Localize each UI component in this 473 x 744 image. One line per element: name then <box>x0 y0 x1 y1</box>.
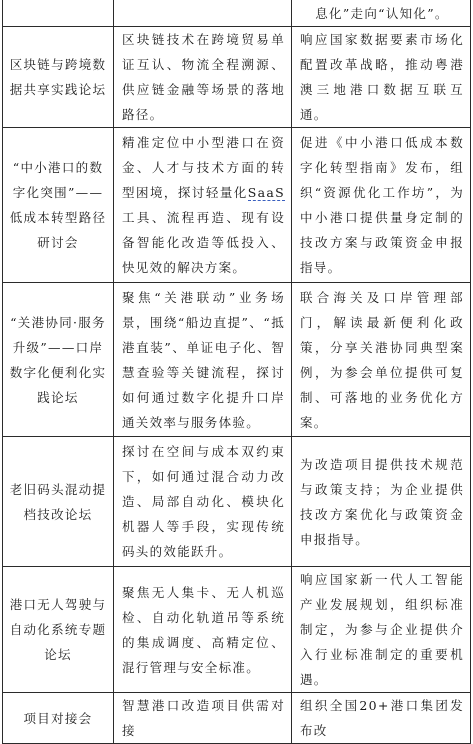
result-text: 组织全国20+港口集团发布改 <box>300 698 464 738</box>
table-row <box>3 27 471 128</box>
content-text: 智慧港口改造项目供需对接 <box>122 698 285 738</box>
content-cell <box>114 567 292 693</box>
topic-cell <box>3 567 114 693</box>
saas-term: SaaS <box>247 185 285 200</box>
topic-text: 区块链与跨境数据共享实践论坛 <box>9 57 107 97</box>
topic-cell <box>3 0 114 27</box>
content-cell <box>114 27 292 128</box>
result-text: 响应国家新一代人工智能产业发展规划，组织标准制定，为参与企业提供介入行业标准制定的重要机遇。 <box>300 572 464 687</box>
result-cell <box>292 0 471 27</box>
result-cell <box>292 283 471 437</box>
content-cell <box>114 283 292 437</box>
content-cell <box>114 0 292 27</box>
content-text: 探讨在空间与成本双约束下，如何通过混合动力改造、局部自动化、模块化机器人等手段，实现传统码头的效能跃升。 <box>122 444 285 559</box>
topic-cell <box>3 283 114 437</box>
topic-text: “中小港口的数字化突围”——低成本转型路径研讨会 <box>9 160 107 250</box>
topic-text: 项目对接会 <box>23 710 93 726</box>
table-row <box>3 437 471 567</box>
table-row <box>3 0 471 27</box>
table-row <box>3 693 471 744</box>
topic-text: 港口无人驾驶与自动化系统专题论坛 <box>9 597 107 662</box>
result-text: 联合海关及口岸管理部门，解读最新便利化政策，分享关港协同典型案例，为参会单位提供可复制、可落地的业务优化方案。 <box>300 289 464 430</box>
result-cell <box>292 437 471 567</box>
table-row <box>3 128 471 283</box>
content-cell <box>114 128 292 283</box>
content-cell <box>114 437 292 567</box>
result-text: 响应国家数据要素市场化配置改革战略，推动粤港澳三地港口数据互联互通。 <box>300 32 464 122</box>
topic-cell <box>3 27 114 128</box>
topic-text: 老旧码头混动提档技改论坛 <box>9 481 107 522</box>
content-text: 聚焦“关港联动”业务场景，围绕“船边直提”、“抵港直装”、单证电子化、智慧查验等关键流程，探讨如何通过数字化提升口岸通关效率与服务体验。 <box>122 289 285 430</box>
forum-table <box>2 0 471 744</box>
content-cell <box>114 693 292 744</box>
topic-cell <box>3 693 114 744</box>
result-text: 息化”走向“认知化”。 <box>315 6 449 21</box>
topic-cell <box>3 128 114 283</box>
content-text: 聚焦无人集卡、无人机巡检、自动化轨道吊等系统的集成调度、高精定位、混行管理与安全标准。 <box>122 584 285 675</box>
result-text: 为改造项目提供技术规范与政策支持；为企业提供技改方案优化与政策资金申报指导。 <box>300 456 464 547</box>
result-cell <box>292 27 471 128</box>
topic-text: “关港协同·服务升级”——口岸数字化便利化实践论坛 <box>9 314 107 405</box>
content-text: 区块链技术在跨境贸易单证互认、物流全程溯源、供应链金融等场景的落地路径。 <box>122 32 285 122</box>
table-row <box>3 567 471 693</box>
result-cell <box>292 567 471 693</box>
result-cell <box>292 693 471 744</box>
content-text: 精准定位中小型港口在资金、人才与技术方面的转型困境，探讨轻量化SaaS工具、流程再造、现有设备智能化改造等低投入、快见效的解决方案。 <box>122 135 285 275</box>
result-cell <box>292 128 471 283</box>
table-row <box>3 283 471 437</box>
topic-cell <box>3 437 114 567</box>
result-text: 促进《中小港口低成本数字化转型指南》发布，组织“资源优化工作坊”，为中小港口提供量身定制的技改方案与政策资金申报指导。 <box>300 135 464 275</box>
